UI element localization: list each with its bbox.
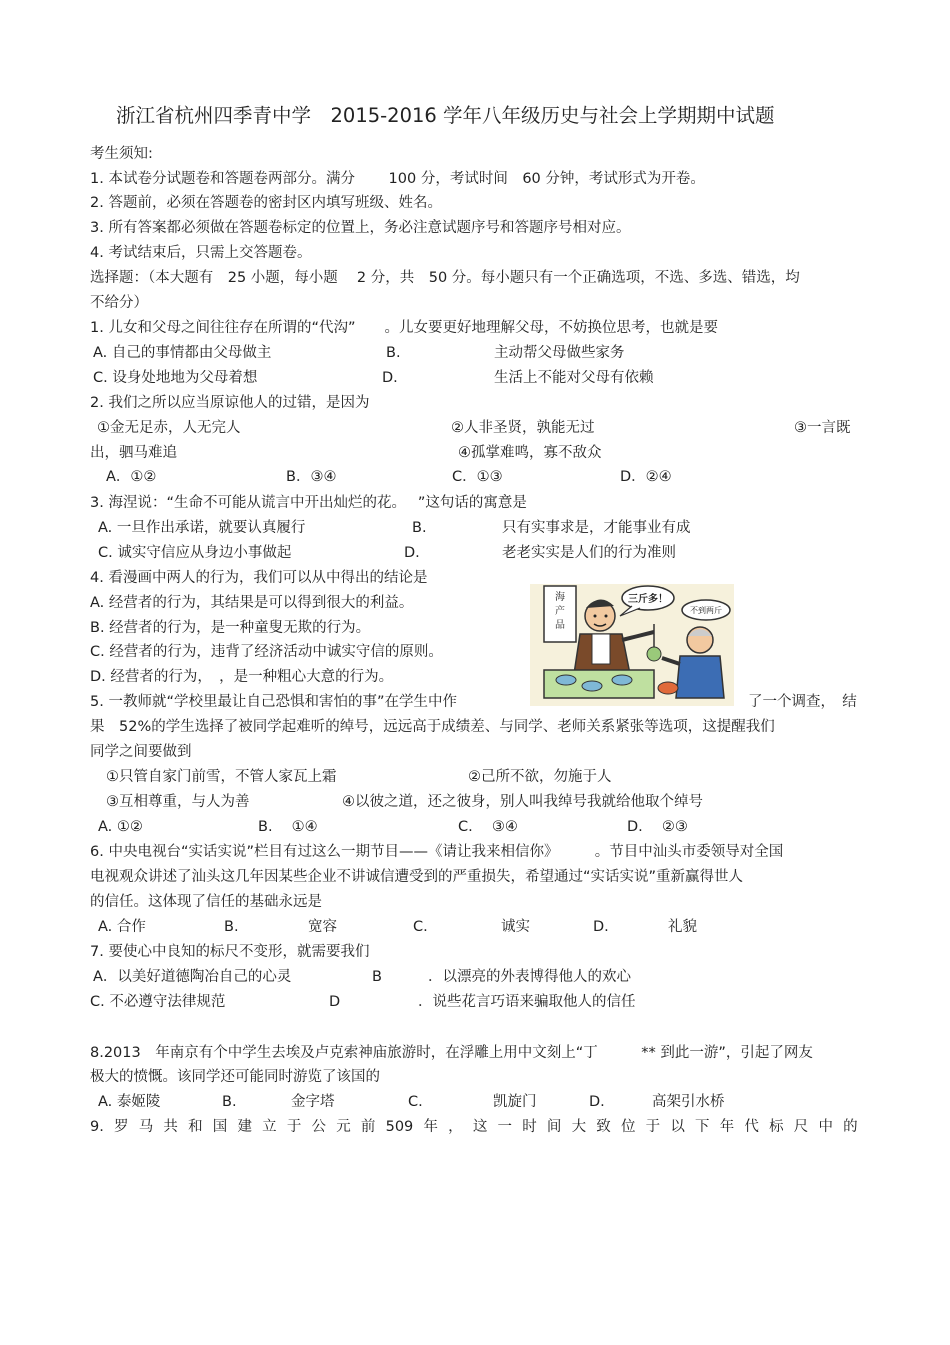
q4-option-d: D. 经营者的行为， ，是一种粗心大意的行为。: [90, 669, 394, 685]
q5-statement-1: ①只管自家门前雪，不管人家瓦上霜: [106, 769, 337, 785]
question-5-line1: 5. 一教师就“学校里最让自己恐惧和害怕的事”在学生中作: [90, 694, 457, 710]
q8-option-d: 高架引水桥: [652, 1094, 725, 1110]
q4-option-b: B. 经营者的行为，是一种童叟无欺的行为。: [90, 620, 371, 636]
q7-option-b: ．以漂亮的外表博得他人的欢心: [428, 969, 631, 985]
q1-option-b: 主动帮父母做些家务: [494, 345, 625, 361]
q2-option-d: D．②④: [620, 469, 672, 485]
cartoon-bubble-1: 三斤多！: [628, 594, 668, 605]
question-8-line2: 极大的愤慨。该同学还可能同时游览了该国的: [90, 1069, 380, 1085]
q9-word: 公: [311, 1119, 327, 1135]
q4-cartoon-image: [530, 584, 734, 706]
q2-statement-1: ①金无足赤，人无完人: [97, 420, 241, 436]
q7-option-a: A．以美好道德陶冶自己的心灵: [93, 969, 292, 985]
question-6-line1: 6. 中央电视台“实话实说”栏目有过这么一期节目——《请让我来相信你》 。节目中汕头市委领导对全国: [90, 844, 784, 860]
notice-item: 4. 考试结束后，只需上交答题卷。: [90, 245, 312, 261]
q1-option-d: 生活上不能对父母有依赖: [494, 370, 654, 386]
q2-statement-3-cont: 出，驷马难追: [90, 445, 177, 461]
cartoon-sign: 海: [555, 592, 565, 603]
question-6-line2: 电视观众讲述了汕头这几年因某些企业不讲诚信遭受到的严重损失，希望通过“实话实说”重新赢得世人: [90, 869, 744, 885]
q9-word: 马: [138, 1119, 154, 1135]
q9-word: 于: [286, 1119, 302, 1135]
question-5-line2: 果 52%的学生选择了被同学起难听的绰号，远远高于成绩差、与同学、老师关系紧张等选项，这提醒我们: [90, 719, 775, 735]
q5-option-b: B. ①④: [258, 819, 318, 835]
q3-option-b-letter: B.: [412, 520, 427, 536]
q1-option-a: A. 自己的事情都由父母做主: [93, 345, 272, 361]
q3-option-d-letter: D.: [404, 545, 420, 561]
q9-word: 元: [336, 1119, 351, 1135]
question-5-line3: 同学之间要做到: [90, 744, 192, 760]
q7-option-c: C. 不必遵守法律规范: [90, 994, 226, 1010]
q9-word: 国: [212, 1119, 228, 1135]
q9-word: 时: [522, 1119, 537, 1135]
q9-word: 位: [620, 1119, 636, 1135]
question-1-stem: 1. 儿女和父母之间往往存在所谓的“代沟” 。儿女要更好地理解父母，不妨换位思考，也就是要: [90, 320, 718, 336]
q9-word: 于: [645, 1119, 661, 1135]
q6-option-c-letter: C.: [413, 919, 428, 935]
q9-word: 致: [596, 1119, 611, 1135]
q6-option-d: 礼貌: [668, 919, 697, 935]
q6-option-b-letter: B.: [224, 919, 239, 935]
q9-word: 代: [744, 1119, 759, 1135]
q9-word: 间: [546, 1119, 562, 1135]
q5-option-c: C. ③④: [458, 819, 518, 835]
q5-statement-3: ③互相尊重，与人为善: [106, 794, 250, 810]
q6-option-b: 宽容: [308, 919, 337, 935]
q9-word: 年: [719, 1119, 735, 1135]
q8-option-c: 凯旋门: [493, 1094, 537, 1110]
question-2-stem: 2. 我们之所以应当原谅他人的过错，是因为: [90, 395, 370, 411]
q9-word: 509: [385, 1119, 414, 1135]
q9-word: 前: [360, 1119, 376, 1135]
svg-text:产: 产: [555, 606, 565, 617]
notice-item: 3. 所有答案都必须做在答题卷标定的位置上，务必注意试题序号和答题序号相对应。: [90, 220, 631, 236]
q8-option-c-letter: C.: [408, 1094, 423, 1110]
question-4-stem: 4. 看漫画中两人的行为，我们可以从中得出的结论是: [90, 570, 428, 586]
q2-statement-4: ④孤掌难鸣，寡不敌众: [458, 445, 602, 461]
question-8-line1: 8.2013 年南京有个中学生去埃及卢克索神庙旅游时，在浮雕上用中文刻上“丁 ** 到此一游”，引起了网友: [90, 1045, 813, 1061]
q1-option-d-letter: D.: [382, 370, 398, 386]
q2-statement-3: ③一言既: [794, 420, 851, 436]
question-6-line3: 的信任。这体现了信任的基础永远是: [90, 894, 322, 910]
q3-option-c: C. 诚实守信应从身边小事做起: [98, 545, 292, 561]
q2-option-b: B．③④: [286, 469, 337, 485]
q2-option-a: A．①②: [106, 469, 157, 485]
section-instruction-cont: 不给分）: [90, 295, 148, 311]
q7-option-d: ．说些花言巧语来骗取他人的信任: [418, 994, 636, 1010]
q4-option-a: A. 经营者的行为，其结果是可以得到很大的利益。: [90, 595, 414, 611]
q9-word: 这: [472, 1119, 488, 1135]
q1-option-b-letter: B.: [386, 345, 401, 361]
q9-word: 共: [163, 1119, 178, 1135]
q9-word: 大: [571, 1119, 587, 1135]
question-3-stem: 3. 海涅说：“生命不可能从谎言中开出灿烂的花。 ”这句话的寓意是: [90, 495, 527, 511]
q3-option-b: 只有实事求是，才能事业有成: [502, 520, 691, 536]
q9-word: 中: [818, 1119, 833, 1135]
q4-option-c: C. 经营者的行为，违背了经济活动中诚实守信的原则。: [90, 644, 443, 660]
q6-option-a: A. 合作: [98, 919, 146, 935]
notice-heading: 考生须知:: [90, 146, 153, 162]
q5-option-d: D. ②③: [627, 819, 688, 835]
q9-word: 的: [843, 1119, 858, 1135]
svg-text:品: 品: [555, 620, 565, 631]
q9-word: 尺: [793, 1119, 809, 1135]
q2-option-c: C．①③: [452, 469, 503, 485]
q9-word: 标: [769, 1119, 784, 1135]
q9-word: 罗: [114, 1119, 129, 1135]
q9-word: 一: [497, 1119, 513, 1135]
q6-option-d-letter: D.: [593, 919, 609, 935]
notice-item: 2. 答题前，必须在答题卷的密封区内填写班级、姓名。: [90, 195, 442, 211]
question-5-line1-right: 了一个调查， 结: [748, 694, 857, 710]
q2-statement-2: ②人非圣贤，孰能无过: [451, 420, 595, 436]
notice-item: 1. 本试卷分试题卷和答题卷两部分。满分 100 分，考试时间 60 分钟，考试形式为开卷。: [90, 171, 705, 187]
q3-option-d: 老老实实是人们的行为准则: [502, 545, 676, 561]
question-9-line1: [90, 1117, 858, 1137]
q5-option-a: A. ①②: [98, 819, 143, 835]
q7-option-b-letter: B: [372, 969, 382, 985]
q9-word: 9.: [90, 1119, 104, 1135]
q8-option-b: 金字塔: [291, 1094, 335, 1110]
cartoon-bubble-2: 不到两斤: [690, 606, 722, 615]
page-title: 浙江省杭州四季青中学 2015-2016 学年八年级历史与社会上学期期中试题: [116, 104, 775, 127]
q5-statement-4: ④以彼之道，还之彼身，别人叫我绰号我就给他取个绰号: [342, 794, 703, 810]
question-7-stem: 7. 要使心中良知的标尺不变形，就需要我们: [90, 944, 370, 960]
q6-option-c: 诚实: [501, 919, 530, 935]
q9-word: 以: [670, 1119, 685, 1135]
q9-word: 年: [423, 1119, 438, 1135]
q8-option-d-letter: D.: [589, 1094, 605, 1110]
q9-word: 建: [237, 1119, 252, 1135]
q9-word: 和: [188, 1119, 203, 1135]
q5-statement-2: ②己所不欲，勿施于人: [468, 769, 612, 785]
q3-option-a: A. 一旦作出承诺，就要认真履行: [98, 520, 306, 536]
q7-option-d-letter: D: [329, 994, 341, 1010]
q8-option-a: A. 泰姬陵: [98, 1094, 161, 1110]
q8-option-b-letter: B.: [222, 1094, 237, 1110]
q9-word: 立: [262, 1119, 277, 1135]
q9-word: ，: [448, 1119, 463, 1135]
q1-option-c: C. 设身处地地为父母着想: [93, 370, 258, 386]
section-instruction: 选择题：（本大题有 25 小题，每小题 2 分，共 50 分。每小题只有一个正确选项，不选、多选、错选，均: [90, 270, 800, 286]
q9-word: 下: [695, 1119, 710, 1135]
